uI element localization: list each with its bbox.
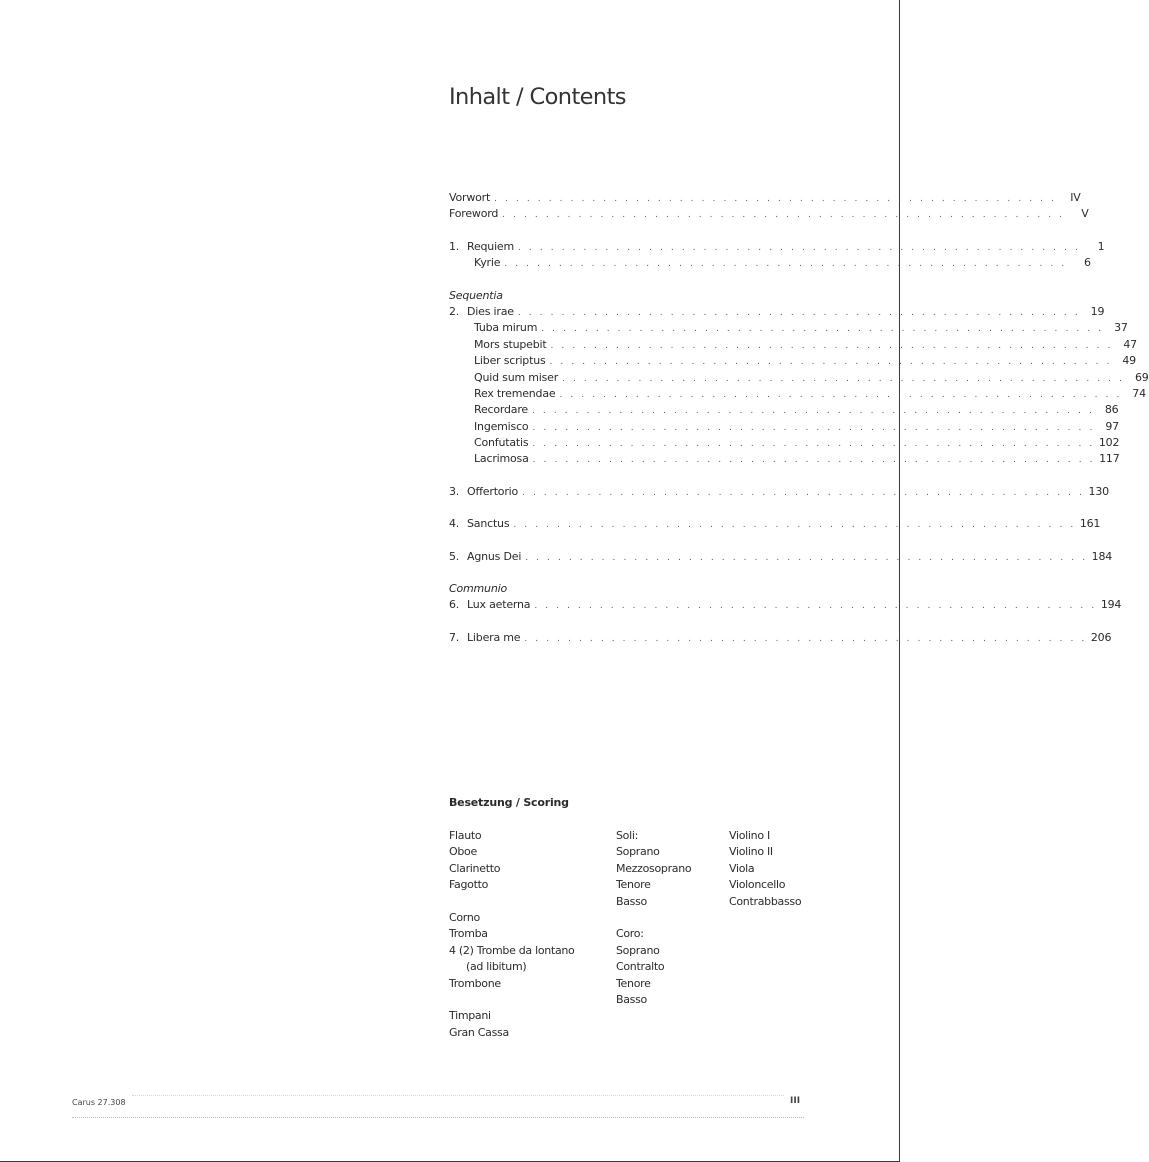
toc-entry-page: 69 xyxy=(1134,370,1149,384)
toc-entry-label: Sanctus xyxy=(467,517,510,531)
dot-leader: . . . . . . . . . . . . . . . . . . . . . . . . . . . . . . . . . . . . . . . . . . . . . . . . . . . . xyxy=(502,210,1065,221)
toc-entry-rex-tremendae[interactable] xyxy=(449,386,1146,402)
toc-entry-page: 117 xyxy=(1099,452,1120,466)
toc-entry-page: 184 xyxy=(1091,549,1113,563)
toc-entry-page: 1 xyxy=(1097,239,1105,253)
dot-leader: . . . . . . . . . . . . . . . . . . . . . . . . . . . . . . . . . . . . . . . . . . . . . . . . . . . . xyxy=(517,307,1081,318)
instrument-item: Oboe xyxy=(449,845,477,859)
instrument-item: Trombone xyxy=(449,976,501,990)
instrument-item: Violino I xyxy=(729,829,770,842)
footer-dotted-rule xyxy=(72,1117,804,1118)
scoring-column-voices xyxy=(616,828,691,1008)
instrument-item: Fagotto xyxy=(449,878,489,892)
dot-leader: . . . . . . . . . . . . . . . . . . . . . . . . . . . . . . . . . . . . . . . . . . . . . . . . . . . . xyxy=(541,324,1104,335)
scoring-column-strings xyxy=(729,828,801,910)
toc-entry-quid-sum-miser[interactable] xyxy=(449,370,1149,386)
toc-entry-page: 194 xyxy=(1100,598,1122,612)
toc-entry-vorwort[interactable] xyxy=(449,190,1081,206)
dot-leader: . . . . . . . . . . . . . . . . . . . . . . . . . . . . . . . . . . . . . . . . . . . . . . . . . . . . xyxy=(532,455,1096,466)
voice-item: Soprano xyxy=(616,943,660,957)
toc-entry-requiem[interactable] xyxy=(449,239,1105,255)
dot-leader: . . . . . . . . . . . . . . . . . . . . . . . . . . . . . . . . . . . . . . . . . . . . . . . . . . . . xyxy=(494,194,1057,204)
toc-entry-page: 19 xyxy=(1090,304,1105,318)
voice-item: Tenore xyxy=(616,976,651,990)
toc-entry-page: V xyxy=(1081,207,1089,221)
dot-leader: . . . . . . . . . . . . . . . . . . . . . . . . . . . . . . . . . . . . . . . . . . . . . . . . . . . . xyxy=(562,373,1125,384)
toc-entry-number: 7. xyxy=(449,630,460,644)
voice-item: Contralto xyxy=(616,960,665,974)
toc-entry-label: Tuba mirum xyxy=(474,321,538,335)
instrument-item: Flauto xyxy=(449,829,482,842)
toc-entry-label: Lacrimosa xyxy=(474,452,529,466)
footer-catalog-number: Carus 27.308 xyxy=(72,1098,126,1107)
toc-entry-label: Agnus Dei xyxy=(467,549,522,563)
toc-entry-page: 102 xyxy=(1098,436,1120,450)
toc-entry-label: Requiem xyxy=(467,239,515,253)
instrument-item: Clarinetto xyxy=(449,861,501,875)
toc-entry-page: IV xyxy=(1070,191,1081,204)
section-heading-sequentia: Sequentia xyxy=(449,288,503,302)
toc-entry-label: Quid sum miser xyxy=(474,370,559,384)
toc-entry-number: 6. xyxy=(449,598,460,612)
toc-entry-label: Lux aeterna xyxy=(467,598,531,612)
toc-entry-page: 206 xyxy=(1090,630,1112,644)
dot-leader: . . . . . . . . . . . . . . . . . . . . . . . . . . . . . . . . . . . . . . . . . . . . . . . . . . . . xyxy=(532,406,1095,417)
toc-entry-lux-aeterna[interactable] xyxy=(449,597,1122,613)
voices-heading-soli: Soli: xyxy=(616,829,639,842)
toc-entry-label: Ingemisco xyxy=(474,419,529,433)
toc-entry-confutatis[interactable] xyxy=(449,435,1120,451)
voice-item: Basso xyxy=(616,894,647,908)
toc-entry-label: Liber scriptus xyxy=(474,354,546,368)
toc-entry-recordare[interactable] xyxy=(449,402,1119,418)
scoring-column-winds-brass-percussion xyxy=(449,828,574,1041)
toc-entry-label: Vorwort xyxy=(449,191,491,204)
dot-leader: . . . . . . . . . . . . . . . . . . . . . . . . . . . . . . . . . . . . . . . . . . . . . . . . . . . . xyxy=(513,520,1076,531)
voice-item: Mezzosoprano xyxy=(616,861,692,875)
dot-leader: . . . . . . . . . . . . . . . . . . . . . . . . . . . . . . . . . . . . . . . . . . . . . . . . . . . . xyxy=(524,633,1087,644)
toc-entry-label: Dies irae xyxy=(467,304,514,318)
dot-leader: . . . . . . . . . . . . . . . . . . . . . . . . . . . . . . . . . . . . . . . . . . . . . . . . . . . . xyxy=(549,357,1112,368)
instrument-item: Tromba xyxy=(449,927,488,941)
voice-item: Tenore xyxy=(616,878,651,892)
toc-entry-label: Foreword xyxy=(449,207,499,221)
page-title: Inhalt / Contents xyxy=(449,84,626,110)
toc-entry-mors-stupebit[interactable] xyxy=(449,337,1137,353)
toc-entry-page: 74 xyxy=(1132,386,1146,400)
toc-entry-sanctus[interactable] xyxy=(449,516,1101,532)
instrument-item: Gran Cassa xyxy=(449,1025,509,1039)
toc-entry-label: Kyrie xyxy=(474,256,501,270)
instrument-note: (ad libitum) xyxy=(466,960,527,974)
dot-leader: . . . . . . . . . . . . . . . . . . . . . . . . . . . . . . . . . . . . . . . . . . . . . . . . . . . . xyxy=(550,340,1113,351)
instrument-item: 4 (2) Trombe da lontano xyxy=(449,943,575,957)
dot-leader: . . . . . . . . . . . . . . . . . . . . . . . . . . . . . . . . . . . . . . . . . . . . . . . . . . . . xyxy=(532,422,1095,433)
toc-entry-number: 3. xyxy=(449,484,460,498)
toc-entry-page: 86 xyxy=(1104,403,1119,417)
scoring-heading: Besetzung / Scoring xyxy=(449,796,569,809)
dot-leader: . . . . . . . . . . . . . . . . . . . . . . . . . . . . . . . . . . . . . . . . . . . . . . . . . . . . xyxy=(504,259,1067,270)
dot-leader: . . . . . . . . . . . . . . . . . . . . . . . . . . . . . . . . . . . . . . . . . . . . . . . . . . . . xyxy=(522,487,1085,498)
instrument-item: Violino II xyxy=(729,845,773,859)
toc-entry-page: 37 xyxy=(1114,321,1128,335)
toc-entry-ingemisco[interactable] xyxy=(449,419,1119,435)
toc-entry-offertorio[interactable] xyxy=(449,484,1109,500)
toc-entry-label: Confutatis xyxy=(474,436,529,450)
toc-entry-label: Recordare xyxy=(474,403,528,417)
dot-leader: . . . . . . . . . . . . . . . . . . . . . . . . . . . . . . . . . . . . . . . . . . . . . . . . . . . . xyxy=(532,439,1095,450)
toc-entry-page: 49 xyxy=(1122,354,1136,368)
toc-entry-page: 97 xyxy=(1105,419,1119,433)
table-of-contents xyxy=(449,190,1149,646)
toc-entry-page: 47 xyxy=(1123,337,1137,351)
toc-entry-page: 130 xyxy=(1088,484,1109,498)
page-edge-right xyxy=(899,0,900,1162)
dot-leader: . . . . . . . . . . . . . . . . . . . . . . . . . . . . . . . . . . . . . . . . . . . . . . . . . . . . xyxy=(534,601,1097,612)
footer-dotted-rule-top xyxy=(132,1095,784,1096)
toc-entry-label: Offertorio xyxy=(467,484,519,498)
toc-entry-libera-me[interactable] xyxy=(449,630,1112,646)
toc-entry-dies-irae[interactable] xyxy=(449,304,1105,320)
toc-entry-foreword[interactable] xyxy=(449,206,1089,222)
toc-entry-agnus-dei[interactable] xyxy=(449,549,1113,565)
instrument-item: Viola xyxy=(729,861,755,875)
instrument-item: Violoncello xyxy=(729,878,786,892)
toc-entry-page: 161 xyxy=(1079,517,1101,531)
dot-leader: . . . . . . . . . . . . . . . . . . . . . . . . . . . . . . . . . . . . . . . . . . . . . . . . . . . . xyxy=(518,242,1081,253)
toc-entry-number: 4. xyxy=(449,517,460,531)
voice-item: Basso xyxy=(616,992,647,1006)
toc-entry-liber-scriptus[interactable] xyxy=(449,353,1136,369)
toc-entry-tuba-mirum[interactable] xyxy=(449,320,1128,336)
toc-entry-label: Libera me xyxy=(467,630,521,644)
toc-entry-label: Mors stupebit xyxy=(474,337,547,351)
toc-entry-page: 6 xyxy=(1083,256,1091,270)
dot-leader: . . . . . . . . . . . . . . . . . . . . . . . . . . . . . . . . . . . . . . . . . . . . . . . . . . . . xyxy=(525,552,1088,563)
voice-item: Soprano xyxy=(616,845,660,859)
instrument-item: Timpani xyxy=(449,1009,491,1023)
instrument-item: Corno xyxy=(449,910,480,924)
toc-entry-kyrie[interactable] xyxy=(449,255,1091,271)
toc-entry-number: 5. xyxy=(449,549,460,563)
toc-entry-label: Rex tremendae xyxy=(474,386,556,400)
toc-entry-number: 2. xyxy=(449,304,460,318)
toc-entry-number: 1. xyxy=(449,239,460,253)
instrument-item: Contrabbasso xyxy=(729,894,802,908)
section-heading-communio: Communio xyxy=(449,582,507,596)
footer-page-number: III xyxy=(790,1096,801,1106)
toc-entry-lacrimosa[interactable] xyxy=(449,451,1120,467)
dot-leader: . . . . . . . . . . . . . . . . . . . . . . . . . . . . . . . . . . . . . . . . . . . . . . . . . . . . xyxy=(559,389,1122,400)
voices-heading-coro: Coro: xyxy=(616,927,644,941)
